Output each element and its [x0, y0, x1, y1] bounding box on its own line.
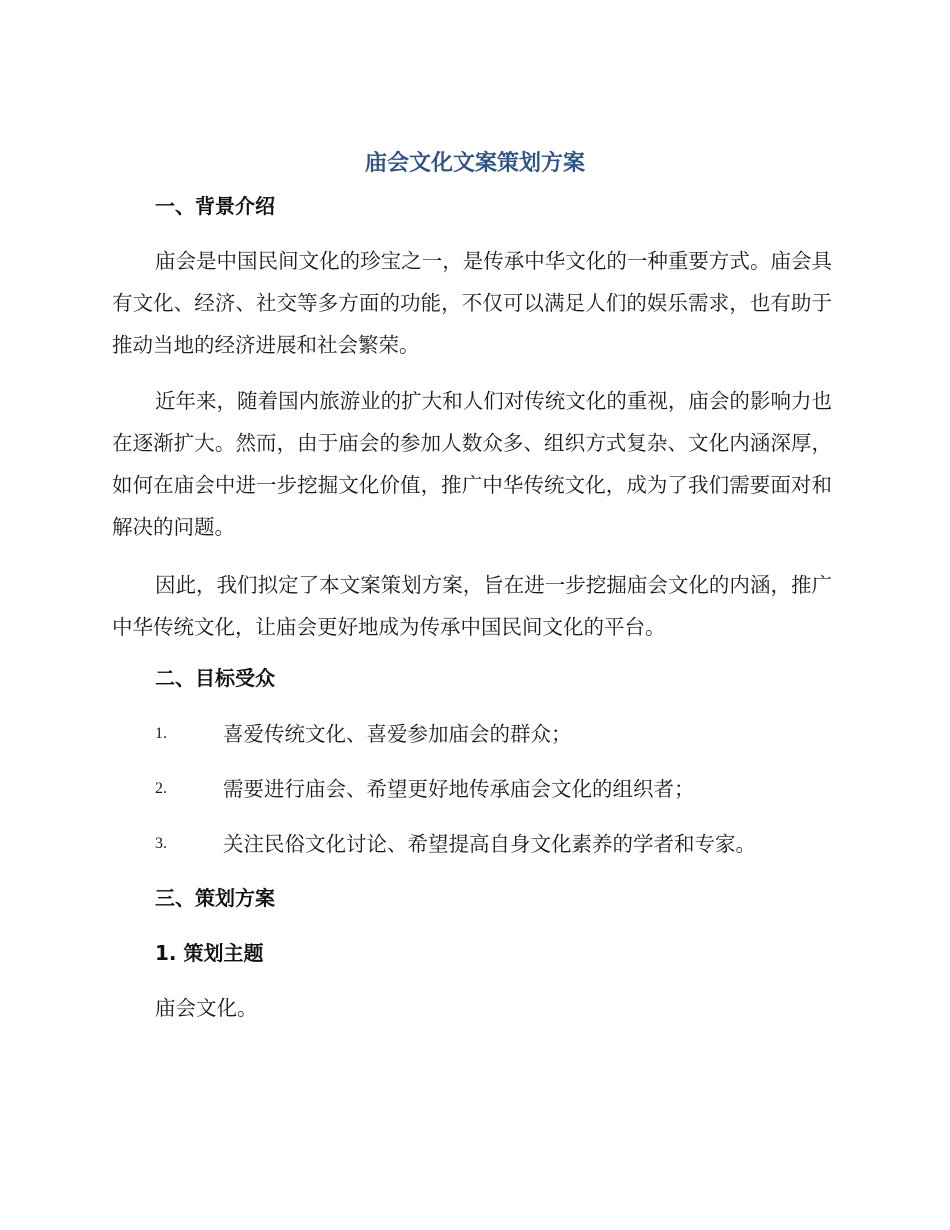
list-item — [155, 827, 835, 861]
section-heading-audience: 二、目标受众 — [155, 666, 275, 690]
plan-theme-text: 庙会文化。 — [155, 996, 258, 1020]
paragraph-background-3: 因此，我们拟定了本文案策划方案，旨在进一步挖掘庙会文化的内涵，推广中华传统文化，让庙会更好地成为传承中国民间文化的平台。 — [112, 573, 832, 639]
list-item — [155, 717, 835, 751]
section-heading-background: 一、背景介绍 — [155, 194, 275, 218]
paragraph-background-2: 近年来，随着国内旅游业的扩大和人们对传统文化的重视，庙会的影响力也在逐渐扩大。然而，由于庙会的参加人数众多、组织方式复杂、文化内涵深厚，如何在庙会中进一步挖掘文化价值，推广中华传统文化，成为了我们需要面对和解决的问题。 — [112, 389, 832, 539]
list-item-text: 关注民俗文化讨论、希望提高自身文化素养的学者和专家。 — [223, 832, 756, 856]
list-item-text: 喜爱传统文化、喜爱参加庙会的群众； — [223, 722, 572, 746]
paragraph-background-1: 庙会是中国民间文化的珍宝之一，是传承中华文化的一种重要方式。庙会具有文化、经济、社交等多方面的功能，不仅可以满足人们的娱乐需求，也有助于推动当地的经济进展和社会繁荣。 — [112, 249, 832, 357]
document-title: 庙会文化文案策划方案 — [364, 151, 585, 176]
list-item-number: 3. — [155, 835, 167, 852]
list-item-text: 需要进行庙会、希望更好地传承庙会文化的组织者； — [223, 777, 695, 801]
list-item-number: 1. — [155, 725, 167, 742]
list-item — [155, 772, 835, 806]
section-heading-plan: 三、策划方案 — [155, 886, 275, 910]
subheading-plan-theme: 1. 策划主题 — [155, 941, 264, 965]
list-item-number: 2. — [155, 780, 167, 797]
